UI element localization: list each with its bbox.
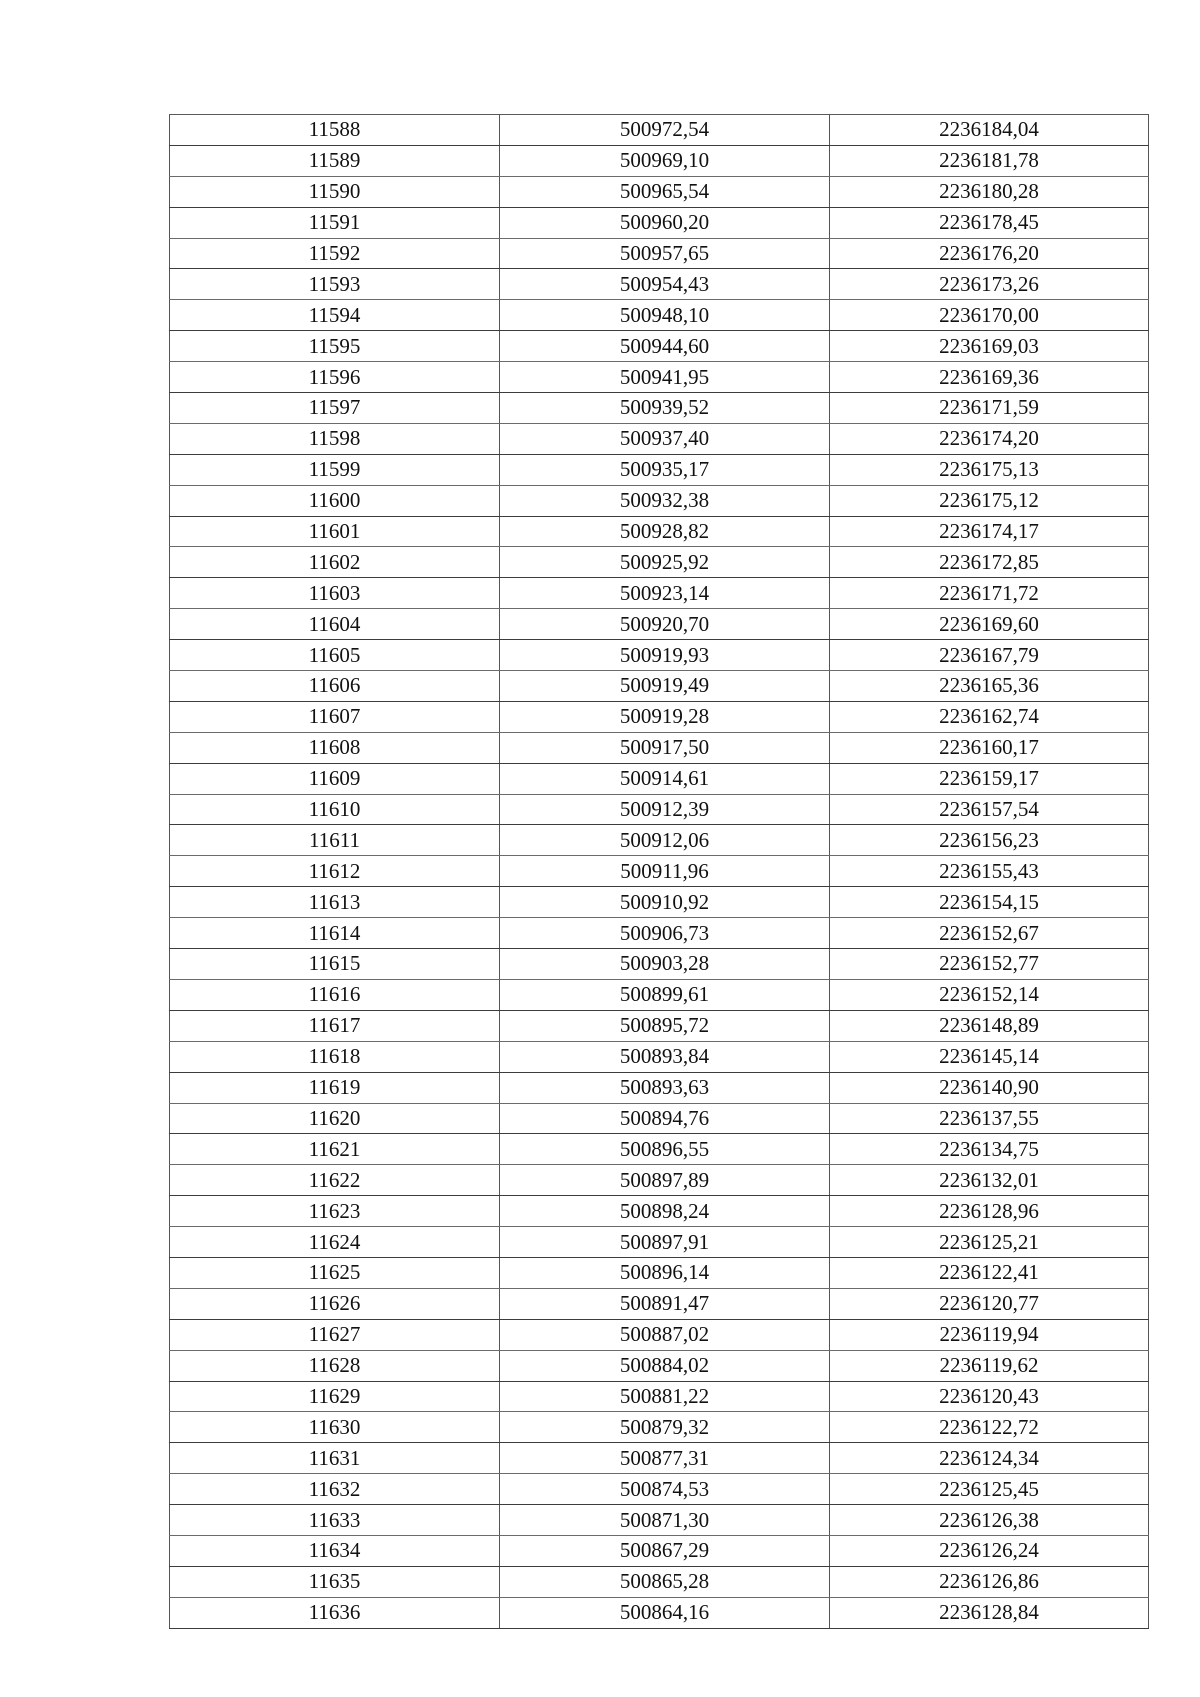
point-number-cell: 11611 bbox=[170, 825, 500, 856]
table-row bbox=[170, 1072, 1149, 1103]
y-coordinate-cell: 2236174,20 bbox=[830, 423, 1149, 454]
coordinates-table-body bbox=[170, 115, 1149, 1629]
x-coordinate-cell: 500912,06 bbox=[500, 825, 830, 856]
point-number-cell: 11620 bbox=[170, 1103, 500, 1134]
y-coordinate-cell: 2236172,85 bbox=[830, 547, 1149, 578]
y-coordinate-cell: 2236173,26 bbox=[830, 269, 1149, 300]
y-coordinate-cell: 2236160,17 bbox=[830, 732, 1149, 763]
x-coordinate-cell: 500874,53 bbox=[500, 1474, 830, 1505]
table-row bbox=[170, 1535, 1149, 1566]
y-coordinate-cell: 2236169,03 bbox=[830, 331, 1149, 362]
point-number-cell: 11597 bbox=[170, 393, 500, 424]
point-number-cell: 11636 bbox=[170, 1597, 500, 1628]
table-row bbox=[170, 362, 1149, 393]
point-number-cell: 11632 bbox=[170, 1474, 500, 1505]
point-number-cell: 11606 bbox=[170, 671, 500, 702]
y-coordinate-cell: 2236155,43 bbox=[830, 856, 1149, 887]
y-coordinate-cell: 2236134,75 bbox=[830, 1134, 1149, 1165]
point-number-cell: 11591 bbox=[170, 207, 500, 238]
x-coordinate-cell: 500944,60 bbox=[500, 331, 830, 362]
x-coordinate-cell: 500941,95 bbox=[500, 362, 830, 393]
point-number-cell: 11604 bbox=[170, 609, 500, 640]
x-coordinate-cell: 500910,92 bbox=[500, 887, 830, 918]
point-number-cell: 11612 bbox=[170, 856, 500, 887]
y-coordinate-cell: 2236128,84 bbox=[830, 1597, 1149, 1628]
table-row bbox=[170, 825, 1149, 856]
point-number-cell: 11616 bbox=[170, 979, 500, 1010]
y-coordinate-cell: 2236165,36 bbox=[830, 671, 1149, 702]
x-coordinate-cell: 500919,28 bbox=[500, 701, 830, 732]
x-coordinate-cell: 500917,50 bbox=[500, 732, 830, 763]
point-number-cell: 11615 bbox=[170, 949, 500, 980]
point-number-cell: 11600 bbox=[170, 485, 500, 516]
point-number-cell: 11610 bbox=[170, 794, 500, 825]
x-coordinate-cell: 500925,92 bbox=[500, 547, 830, 578]
y-coordinate-cell: 2236119,62 bbox=[830, 1350, 1149, 1381]
point-number-cell: 11595 bbox=[170, 331, 500, 362]
point-number-cell: 11630 bbox=[170, 1412, 500, 1443]
x-coordinate-cell: 500920,70 bbox=[500, 609, 830, 640]
y-coordinate-cell: 2236152,77 bbox=[830, 949, 1149, 980]
y-coordinate-cell: 2236124,34 bbox=[830, 1443, 1149, 1474]
x-coordinate-cell: 500896,55 bbox=[500, 1134, 830, 1165]
table-row bbox=[170, 794, 1149, 825]
table-row bbox=[170, 1412, 1149, 1443]
table-row bbox=[170, 1597, 1149, 1628]
table-row bbox=[170, 1010, 1149, 1041]
table-row bbox=[170, 578, 1149, 609]
y-coordinate-cell: 2236120,43 bbox=[830, 1381, 1149, 1412]
x-coordinate-cell: 500919,49 bbox=[500, 671, 830, 702]
point-number-cell: 11588 bbox=[170, 115, 500, 146]
point-number-cell: 11618 bbox=[170, 1041, 500, 1072]
y-coordinate-cell: 2236171,72 bbox=[830, 578, 1149, 609]
y-coordinate-cell: 2236175,12 bbox=[830, 485, 1149, 516]
y-coordinate-cell: 2236159,17 bbox=[830, 763, 1149, 794]
x-coordinate-cell: 500928,82 bbox=[500, 516, 830, 547]
y-coordinate-cell: 2236180,28 bbox=[830, 176, 1149, 207]
point-number-cell: 11614 bbox=[170, 918, 500, 949]
table-row bbox=[170, 1041, 1149, 1072]
point-number-cell: 11625 bbox=[170, 1257, 500, 1288]
table-row bbox=[170, 1134, 1149, 1165]
y-coordinate-cell: 2236174,17 bbox=[830, 516, 1149, 547]
point-number-cell: 11628 bbox=[170, 1350, 500, 1381]
point-number-cell: 11619 bbox=[170, 1072, 500, 1103]
point-number-cell: 11634 bbox=[170, 1535, 500, 1566]
x-coordinate-cell: 500877,31 bbox=[500, 1443, 830, 1474]
point-number-cell: 11607 bbox=[170, 701, 500, 732]
table-row bbox=[170, 1381, 1149, 1412]
point-number-cell: 11589 bbox=[170, 145, 500, 176]
table-row bbox=[170, 1474, 1149, 1505]
y-coordinate-cell: 2236169,60 bbox=[830, 609, 1149, 640]
point-number-cell: 11592 bbox=[170, 238, 500, 269]
table-row bbox=[170, 1350, 1149, 1381]
y-coordinate-cell: 2236122,72 bbox=[830, 1412, 1149, 1443]
y-coordinate-cell: 2236148,89 bbox=[830, 1010, 1149, 1041]
x-coordinate-cell: 500906,73 bbox=[500, 918, 830, 949]
x-coordinate-cell: 500891,47 bbox=[500, 1288, 830, 1319]
x-coordinate-cell: 500896,14 bbox=[500, 1257, 830, 1288]
x-coordinate-cell: 500937,40 bbox=[500, 423, 830, 454]
y-coordinate-cell: 2236126,38 bbox=[830, 1505, 1149, 1536]
point-number-cell: 11609 bbox=[170, 763, 500, 794]
x-coordinate-cell: 500867,29 bbox=[500, 1535, 830, 1566]
point-number-cell: 11633 bbox=[170, 1505, 500, 1536]
x-coordinate-cell: 500879,32 bbox=[500, 1412, 830, 1443]
table-row bbox=[170, 609, 1149, 640]
table-row bbox=[170, 1227, 1149, 1258]
y-coordinate-cell: 2236119,94 bbox=[830, 1319, 1149, 1350]
y-coordinate-cell: 2236140,90 bbox=[830, 1072, 1149, 1103]
point-number-cell: 11631 bbox=[170, 1443, 500, 1474]
x-coordinate-cell: 500893,63 bbox=[500, 1072, 830, 1103]
x-coordinate-cell: 500935,17 bbox=[500, 454, 830, 485]
x-coordinate-cell: 500865,28 bbox=[500, 1566, 830, 1597]
x-coordinate-cell: 500893,84 bbox=[500, 1041, 830, 1072]
table-row bbox=[170, 1103, 1149, 1134]
point-number-cell: 11624 bbox=[170, 1227, 500, 1258]
x-coordinate-cell: 500899,61 bbox=[500, 979, 830, 1010]
table-row bbox=[170, 887, 1149, 918]
x-coordinate-cell: 500903,28 bbox=[500, 949, 830, 980]
x-coordinate-cell: 500871,30 bbox=[500, 1505, 830, 1536]
y-coordinate-cell: 2236145,14 bbox=[830, 1041, 1149, 1072]
table-row bbox=[170, 918, 1149, 949]
table-row bbox=[170, 1257, 1149, 1288]
table-row bbox=[170, 1165, 1149, 1196]
point-number-cell: 11617 bbox=[170, 1010, 500, 1041]
y-coordinate-cell: 2236167,79 bbox=[830, 640, 1149, 671]
table-row bbox=[170, 671, 1149, 702]
table-row bbox=[170, 423, 1149, 454]
point-number-cell: 11621 bbox=[170, 1134, 500, 1165]
x-coordinate-cell: 500969,10 bbox=[500, 145, 830, 176]
table-row bbox=[170, 701, 1149, 732]
x-coordinate-cell: 500911,96 bbox=[500, 856, 830, 887]
table-row bbox=[170, 115, 1149, 146]
y-coordinate-cell: 2236122,41 bbox=[830, 1257, 1149, 1288]
x-coordinate-cell: 500887,02 bbox=[500, 1319, 830, 1350]
table-row bbox=[170, 1505, 1149, 1536]
x-coordinate-cell: 500932,38 bbox=[500, 485, 830, 516]
point-number-cell: 11594 bbox=[170, 300, 500, 331]
x-coordinate-cell: 500864,16 bbox=[500, 1597, 830, 1628]
x-coordinate-cell: 500972,54 bbox=[500, 115, 830, 146]
table-row bbox=[170, 454, 1149, 485]
y-coordinate-cell: 2236171,59 bbox=[830, 393, 1149, 424]
y-coordinate-cell: 2236169,36 bbox=[830, 362, 1149, 393]
y-coordinate-cell: 2236137,55 bbox=[830, 1103, 1149, 1134]
table-row bbox=[170, 732, 1149, 763]
x-coordinate-cell: 500895,72 bbox=[500, 1010, 830, 1041]
point-number-cell: 11629 bbox=[170, 1381, 500, 1412]
point-number-cell: 11599 bbox=[170, 454, 500, 485]
table-row bbox=[170, 1288, 1149, 1319]
y-coordinate-cell: 2236175,13 bbox=[830, 454, 1149, 485]
point-number-cell: 11593 bbox=[170, 269, 500, 300]
x-coordinate-cell: 500960,20 bbox=[500, 207, 830, 238]
point-number-cell: 11603 bbox=[170, 578, 500, 609]
point-number-cell: 11596 bbox=[170, 362, 500, 393]
y-coordinate-cell: 2236125,21 bbox=[830, 1227, 1149, 1258]
table-row bbox=[170, 393, 1149, 424]
y-coordinate-cell: 2236152,14 bbox=[830, 979, 1149, 1010]
point-number-cell: 11601 bbox=[170, 516, 500, 547]
y-coordinate-cell: 2236120,77 bbox=[830, 1288, 1149, 1319]
x-coordinate-cell: 500957,65 bbox=[500, 238, 830, 269]
table-row bbox=[170, 485, 1149, 516]
point-number-cell: 11598 bbox=[170, 423, 500, 454]
coordinates-table bbox=[169, 114, 1149, 1629]
table-row bbox=[170, 763, 1149, 794]
x-coordinate-cell: 500912,39 bbox=[500, 794, 830, 825]
table-row bbox=[170, 176, 1149, 207]
y-coordinate-cell: 2236126,24 bbox=[830, 1535, 1149, 1566]
y-coordinate-cell: 2236125,45 bbox=[830, 1474, 1149, 1505]
x-coordinate-cell: 500919,93 bbox=[500, 640, 830, 671]
y-coordinate-cell: 2236170,00 bbox=[830, 300, 1149, 331]
x-coordinate-cell: 500884,02 bbox=[500, 1350, 830, 1381]
x-coordinate-cell: 500898,24 bbox=[500, 1196, 830, 1227]
y-coordinate-cell: 2236126,86 bbox=[830, 1566, 1149, 1597]
point-number-cell: 11602 bbox=[170, 547, 500, 578]
point-number-cell: 11605 bbox=[170, 640, 500, 671]
x-coordinate-cell: 500948,10 bbox=[500, 300, 830, 331]
point-number-cell: 11608 bbox=[170, 732, 500, 763]
table-row bbox=[170, 547, 1149, 578]
table-row bbox=[170, 300, 1149, 331]
y-coordinate-cell: 2236156,23 bbox=[830, 825, 1149, 856]
x-coordinate-cell: 500965,54 bbox=[500, 176, 830, 207]
table-row bbox=[170, 331, 1149, 362]
y-coordinate-cell: 2236176,20 bbox=[830, 238, 1149, 269]
table-row bbox=[170, 1196, 1149, 1227]
table-row bbox=[170, 516, 1149, 547]
table-row bbox=[170, 238, 1149, 269]
point-number-cell: 11626 bbox=[170, 1288, 500, 1319]
y-coordinate-cell: 2236181,78 bbox=[830, 145, 1149, 176]
table-row bbox=[170, 207, 1149, 238]
y-coordinate-cell: 2236178,45 bbox=[830, 207, 1149, 238]
point-number-cell: 11613 bbox=[170, 887, 500, 918]
x-coordinate-cell: 500897,89 bbox=[500, 1165, 830, 1196]
y-coordinate-cell: 2236162,74 bbox=[830, 701, 1149, 732]
table-row bbox=[170, 1566, 1149, 1597]
point-number-cell: 11635 bbox=[170, 1566, 500, 1597]
table-row bbox=[170, 856, 1149, 887]
y-coordinate-cell: 2236157,54 bbox=[830, 794, 1149, 825]
x-coordinate-cell: 500894,76 bbox=[500, 1103, 830, 1134]
x-coordinate-cell: 500881,22 bbox=[500, 1381, 830, 1412]
y-coordinate-cell: 2236154,15 bbox=[830, 887, 1149, 918]
x-coordinate-cell: 500954,43 bbox=[500, 269, 830, 300]
x-coordinate-cell: 500897,91 bbox=[500, 1227, 830, 1258]
point-number-cell: 11627 bbox=[170, 1319, 500, 1350]
y-coordinate-cell: 2236132,01 bbox=[830, 1165, 1149, 1196]
table-row bbox=[170, 640, 1149, 671]
x-coordinate-cell: 500914,61 bbox=[500, 763, 830, 794]
y-coordinate-cell: 2236184,04 bbox=[830, 115, 1149, 146]
point-number-cell: 11622 bbox=[170, 1165, 500, 1196]
x-coordinate-cell: 500939,52 bbox=[500, 393, 830, 424]
table-row bbox=[170, 269, 1149, 300]
point-number-cell: 11590 bbox=[170, 176, 500, 207]
point-number-cell: 11623 bbox=[170, 1196, 500, 1227]
table-row bbox=[170, 1319, 1149, 1350]
table-row bbox=[170, 145, 1149, 176]
x-coordinate-cell: 500923,14 bbox=[500, 578, 830, 609]
y-coordinate-cell: 2236152,67 bbox=[830, 918, 1149, 949]
table-row bbox=[170, 979, 1149, 1010]
table-row bbox=[170, 1443, 1149, 1474]
y-coordinate-cell: 2236128,96 bbox=[830, 1196, 1149, 1227]
table-row bbox=[170, 949, 1149, 980]
